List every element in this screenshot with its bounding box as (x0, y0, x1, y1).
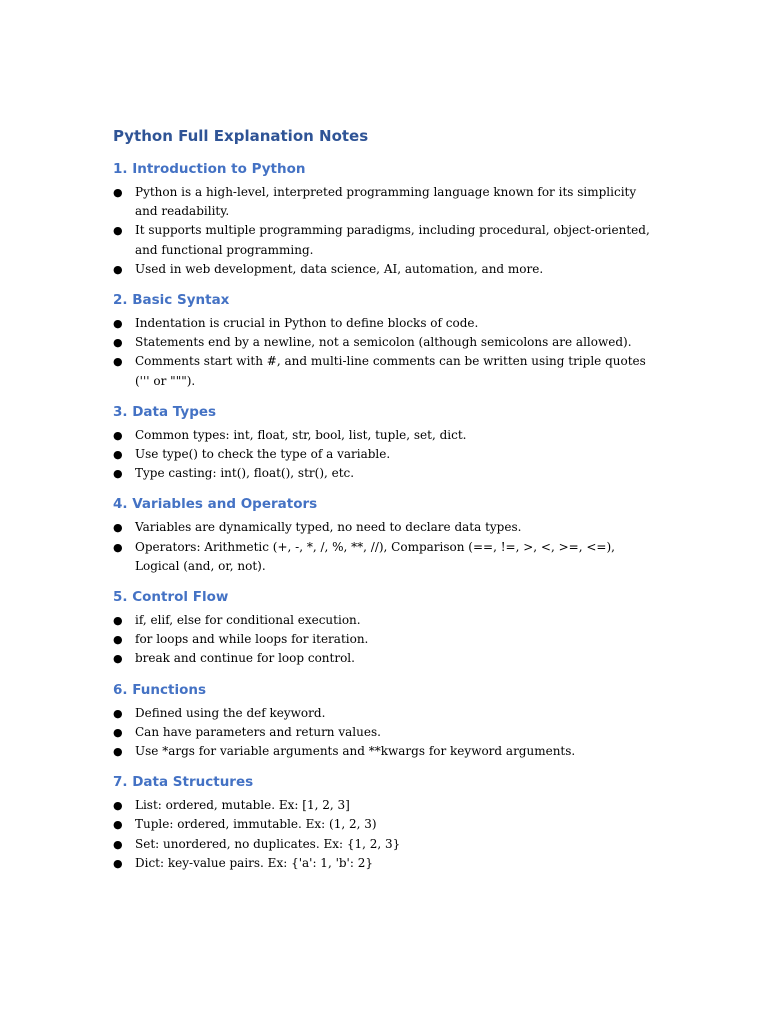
section (113, 771, 658, 873)
page-title: Python Full Explanation Notes (113, 127, 369, 145)
bullet-icon: ● (113, 799, 123, 813)
list-item-text: Indentation is crucial in Python to define blocks of code. (135, 316, 479, 331)
bullet-icon: ● (113, 725, 123, 739)
list-item (113, 352, 658, 390)
bullet-icon: ● (113, 224, 123, 238)
bullet-icon: ● (113, 355, 123, 369)
list-item (113, 854, 658, 873)
list-item-text: List: ordered, mutable. Ex: [1, 2, 3] (135, 798, 350, 813)
bullet-list (113, 518, 658, 576)
list-item-text: Set: unordered, no duplicates. Ex: {1, 2, 3} (135, 836, 401, 851)
bullet-icon: ● (113, 706, 123, 720)
bullet-icon: ● (113, 186, 123, 199)
section-heading: 2. Basic Syntax (113, 292, 230, 309)
list-item-text: Can have parameters and return values. (135, 724, 381, 739)
bullet-icon: ● (113, 837, 123, 851)
bullet-icon: ● (113, 614, 123, 628)
list-item-text: Variables are dynamically typed, no need to declare data types. (135, 520, 522, 535)
list-item (113, 796, 658, 815)
list-item-text: Use type() to check the type of a variable. (135, 447, 391, 462)
list-item (113, 538, 658, 576)
list-item (113, 183, 658, 221)
list-item (113, 260, 658, 279)
section (113, 289, 658, 391)
bullet-list (113, 183, 658, 279)
list-item (113, 518, 658, 537)
list-item (113, 464, 658, 483)
list-item-text: Type casting: int(), float(), str(), etc. (135, 466, 355, 481)
list-item (113, 835, 658, 854)
list-item-text: Use *args for variable arguments and **kwargs for keyword arguments. (135, 744, 576, 759)
section-heading: 1. Introduction to Python (113, 161, 306, 177)
bullet-icon: ● (113, 633, 123, 647)
bullet-list (113, 796, 658, 873)
section-heading: 3. Data Types (113, 403, 217, 420)
list-item (113, 333, 658, 352)
list-item (113, 723, 658, 742)
bullet-list (113, 314, 658, 391)
list-item (113, 630, 658, 649)
bullet-list (113, 704, 658, 762)
list-item-text: Common types: int, float, str, bool, list, tuple, set, dict. (135, 427, 467, 442)
list-item (113, 445, 658, 464)
bullet-icon: ● (113, 521, 123, 535)
list-item (113, 221, 658, 259)
bullet-icon: ● (113, 262, 123, 276)
bullet-icon: ● (113, 428, 123, 442)
list-item (113, 314, 658, 333)
list-item (113, 426, 658, 445)
bullet-icon: ● (113, 652, 123, 666)
list-item (113, 611, 658, 630)
document-content (113, 124, 658, 873)
list-item-text: for loops and while loops for iteration. (135, 632, 369, 647)
section (113, 679, 658, 762)
list-item (113, 815, 658, 834)
list-item (113, 704, 658, 723)
list-item-text: It supports multiple programming paradigms, including procedural, object-oriented, and functional programming. (135, 223, 650, 257)
bullet-icon: ● (113, 745, 123, 759)
list-item-text: Comments start with #, and multi-line comments can be written using triple quotes (''' or """). (135, 354, 646, 388)
section (113, 586, 658, 669)
bullet-list (113, 426, 658, 484)
section (113, 493, 658, 576)
section-heading: 5. Control Flow (113, 589, 229, 606)
list-item-text: Dict: key-value pairs. Ex: {'a': 1, 'b': 2} (135, 855, 373, 870)
bullet-icon: ● (113, 317, 123, 331)
bullet-icon: ● (113, 540, 123, 554)
bullet-icon: ● (113, 856, 123, 870)
list-item-text: Python is a high-level, interpreted programming language known for its simplicity and readability. (135, 185, 637, 219)
section (113, 401, 658, 484)
bullet-icon: ● (113, 448, 123, 462)
list-item-text: Defined using the def keyword. (135, 705, 326, 720)
list-item-text: Tuple: ordered, immutable. Ex: (1, 2, 3) (135, 817, 377, 832)
list-item-text: break and continue for loop control. (135, 651, 355, 666)
list-item-text: Operators: Arithmetic (+, -, *, /, %, **, //), Comparison (==, !=, >, <, >=, <=), Logical (and, or, not). (135, 539, 615, 573)
section (113, 158, 658, 279)
bullet-icon: ● (113, 818, 123, 832)
section-heading: 4. Variables and Operators (113, 496, 318, 513)
section-heading: 6. Functions (113, 681, 206, 698)
list-item-text: if, elif, else for conditional execution. (135, 613, 361, 628)
section-heading: 7. Data Structures (113, 774, 254, 791)
list-item-text: Statements end by a newline, not a semicolon (although semicolons are allowed). (135, 335, 632, 350)
list-item (113, 742, 658, 761)
bullet-icon: ● (113, 336, 123, 350)
bullet-list (113, 611, 658, 669)
bullet-icon: ● (113, 467, 123, 481)
list-item (113, 649, 658, 668)
sections-container (113, 158, 658, 873)
list-item-text: Used in web development, data science, AI, automation, and more. (135, 261, 544, 276)
